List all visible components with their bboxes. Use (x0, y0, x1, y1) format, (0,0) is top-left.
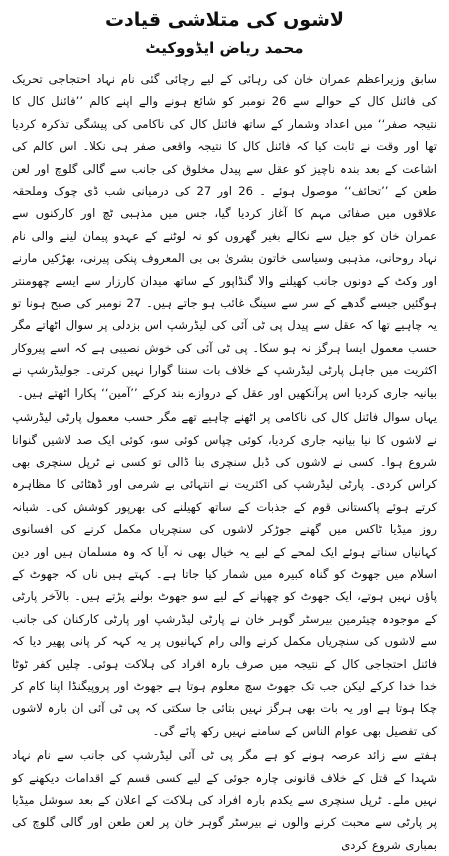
article-paragraph-1: سابق وزیراعظم عمران خان کی رہائی کے لیے رچائی گئی نام نہاد احتجاجی تحریک کی فائنل کال کے حوالے سے 26 نومبر کو شائع ہونے والے اپنے کالم ’’فائنل کال کا نتیجہ صفر‘‘ میں اعداد وشمار کے ساتھ فائنل کال کی ناکامی کی پیشگی تذکرہ کردیا تھا اور وقت نے ثابت کیا کہ فائنل کال کا نتیجہ واقعی صفر ہی نکلا۔ اس کالم کی اشاعت کے بعد بندہ ناچیز کو عقل سے پیدل مخلوق کی جانب سے گالی گلوچ اور لعن طعن کے ’’تحائف‘‘ موصول ہوئے ۔ 26 اور 27 کی درمیانی شب ڈی چوک وملحقہ علاقوں میں صفائی مہم کا آغاز کردیا گیا، جس میں مذہبی ٹچ اور کارکنوں سے عمران خان کو جیل سے نکالے بغیر گھروں کو نہ لوٹنے کے عہدو پیمان لینے والی نام نہاد روحانی، مذہبی وسیاسی خاتون بشریٰ بی بی المعروف پنکی پیرنی، بھڑکیں مارنے اور وکٹ کے دونوں جانب کھیلنے والا گنڈاپور کے ساتھ میدان کارزار سے ایسے چھومنتر ہوگئیں جیسے گدھے کے سر سے سینگ غائب ہو جاتے ہیں۔ 27 نومبر کی صبح ہونا تو یہ چاہیے تھا کہ عقل سے پیدل پی ٹی آئی کی لیڈرشپ اس بزدلی پر سوال اٹھاتے مگر حسب معمول ایسا ہرگز نہ ہو سکا۔ پی ٹی آئی کی خوش نصیبی ہے کہ اسے پیروکار اکثریت میں جاہل پارٹی لیڈرشپ کے خلاف بات سننا گوارا نہیں کرتی۔ جولیڈرشپ نے بیانیہ جاری کردیا اس پرآنکھیں اور عقل کے دروازے بند کرکے ’’آمین‘‘ پکارا اٹھتے ہیں۔ (12, 72, 438, 400)
article-author: محمد ریاض ایڈووکیٹ (145, 39, 304, 57)
article-paragraph-3: ہفتے سے زائد عرصہ ہونے کو ہے مگر پی ٹی آئی لیڈرشپ کی جانب سے نام نہاد شہدا کے قتل کے خلاف قانونی چارہ جوئی کے لیے کسی قسم کے اقدامات دیکھنے کو نہیں ملے۔ ٹرپل سنچری سے یکدم بارہ افراد کی ہلاکت کے اعلان کے بعد سوشل میڈیا پر پارٹی سے محبت کرنے والوں نے بیرسٹر گوہر خان پر لعن طعن اور گالی گلوچ کی بمباری شروع کردی (12, 748, 437, 852)
article-paragraph-2: یہاں سوال فائنل کال کی ناکامی پر اٹھنے چاہیے تھے مگر حسب معمول پارٹی لیڈرشپ نے لاشوں کا نیا بیانیہ جاری کردیا، کوئی چپاس کوئی سو، کوئی ایک صد لاشیں گنوانا شروع ہوا۔ کسی نے لاشوں کی ڈبل سنچری بنا ڈالی تو کسی نے ٹرپل سنچری بھی کراس کردی۔ پارٹی لیڈرشپ کی اکثریت نے انتہائی بے شرمی اور ڈھٹائی کا مظاہرہ کرتے ہوئے پاکستانی قوم کے جذبات کے ساتھ کھیلنے کی بھرپور کوشش کی۔ شبانہ روز میڈیا ٹاکس میں گھنے جوڑکر لاشوں کی سنچریاں مکمل کرنے کی افسانوی کہانیاں سناتے ہوئے ایک لمحے کے لیے یہ خیال بھی نہ آیا کہ وہ مسلمان ہیں اور دین اسلام میں جھوٹ کو گناہ کبیرہ میں شمار کیا جاتا ہے۔ کہتے ہیں ناں کہ جھوٹ کے پاؤں نہیں ہوتے، ایک جھوٹ کو چھپانے کے لیے سو جھوٹ بولنے پڑتے ہیں۔ بالآخر پارٹی کے موجودہ چیئرمین بیرسٹر گوہر خان نے پارٹی لیڈرشپ اور پارٹی کارکنان کی جانب سے لاشوں کی سنچریاں مکمل کرنے والی رام کہانیوں پر یہ کہہ کر پانی پھیر دیا کہ فائنل احتجاجی کال کے نتیجہ میں صرف بارہ افراد کی ہلاکت ہوئی۔ چلیں کفر ٹوٹا خدا خدا کرکے لیکن جب تک جھوٹ سچ معلوم ہوتا ہے جھوٹ اور پروپیگنڈا اپنا کام کر چکا ہوتا ہے اور یہ بات بھی ہرگز نہیں بتائی جا سکتی کہ پی ٹی آئی ان بارہ لاشوں کی تفصیل بھی عوام الناس کے سامنے نہیں رکھ پائے گی۔ (12, 410, 437, 738)
article-title: لاشوں کی متلاشی قیادت (104, 9, 345, 31)
